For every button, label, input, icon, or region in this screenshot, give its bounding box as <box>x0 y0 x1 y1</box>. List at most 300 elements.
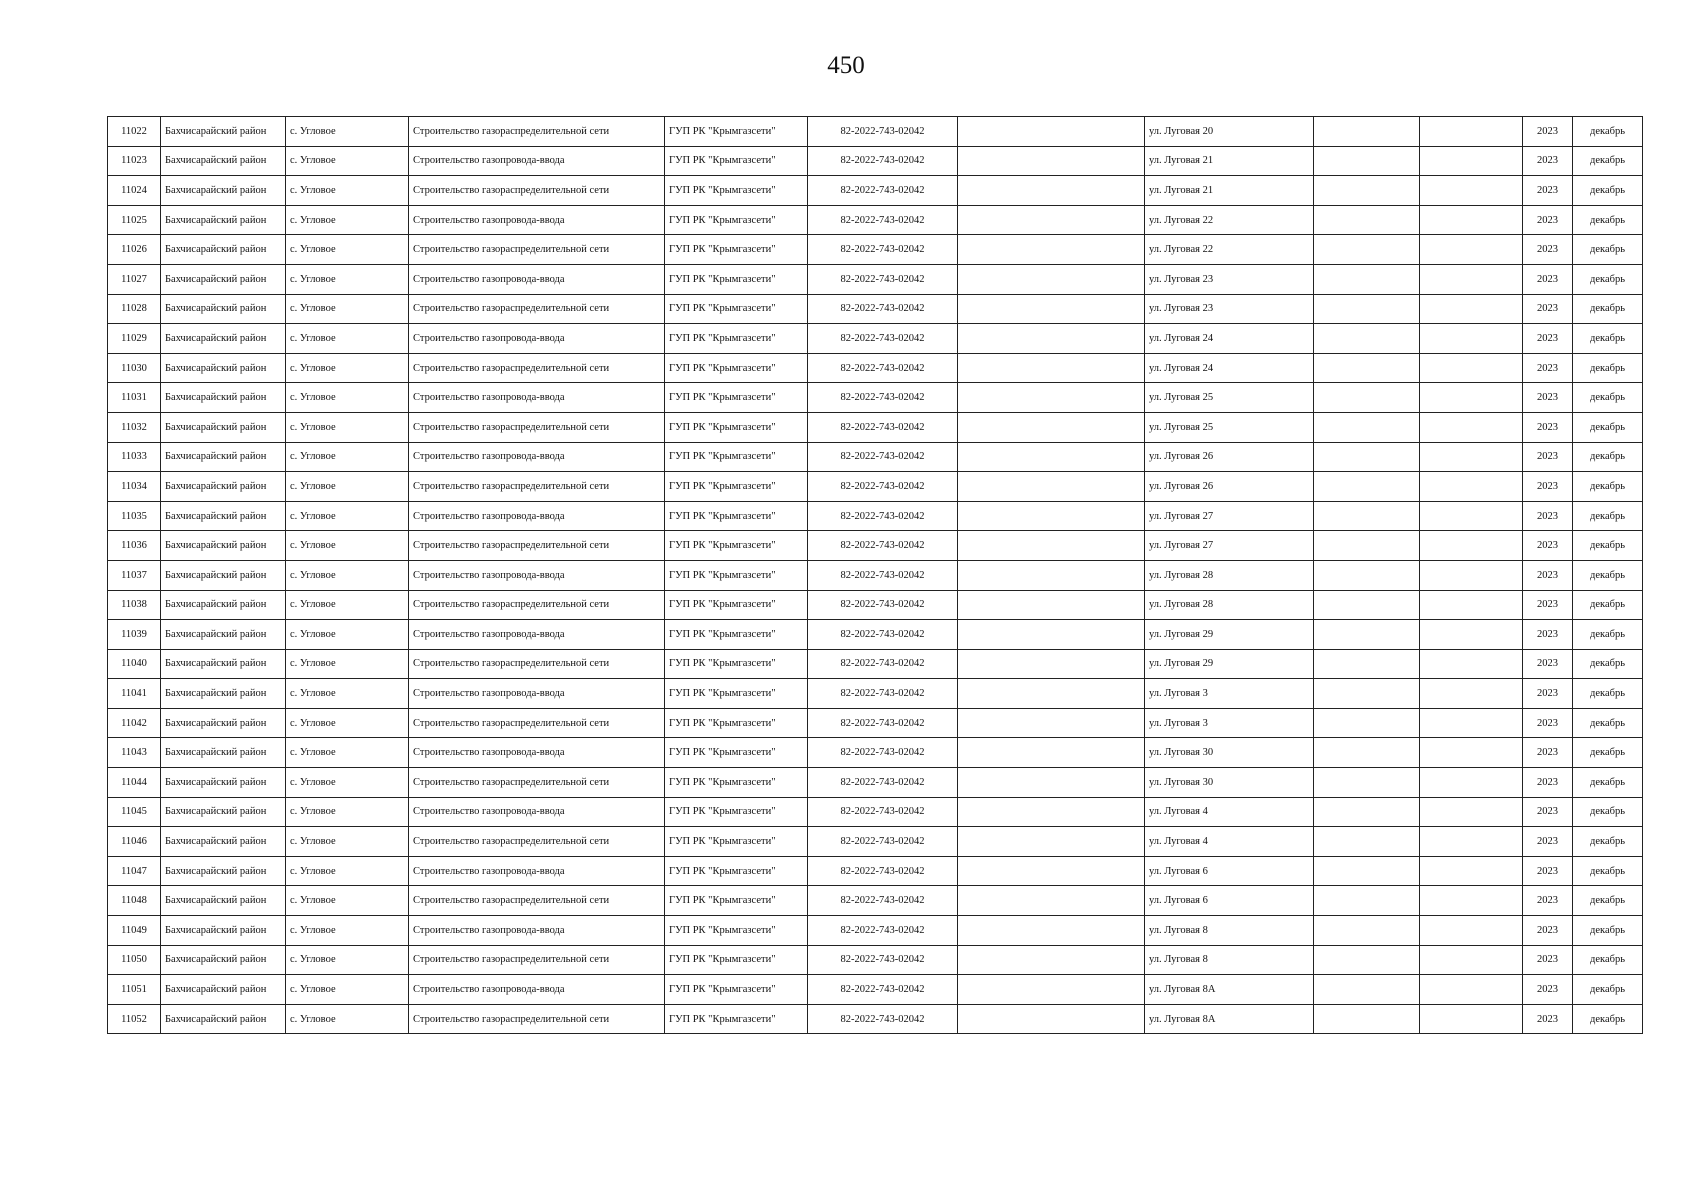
program-code-cell: 82-2022-743-02042 <box>808 117 958 147</box>
district-cell: Бахчисарайский район <box>161 294 286 324</box>
program-code-cell: 82-2022-743-02042 <box>808 945 958 975</box>
address-cell: ул. Луговая 8 <box>1145 945 1314 975</box>
year-cell: 2023 <box>1523 827 1573 857</box>
address-cell: ул. Луговая 24 <box>1145 353 1314 383</box>
empty-cell <box>1314 797 1420 827</box>
empty-cell <box>1420 117 1523 147</box>
empty-cell <box>1420 146 1523 176</box>
organization-cell: ГУП РК "Крымгазсети" <box>665 324 808 354</box>
village-cell: с. Угловое <box>286 738 409 768</box>
year-cell: 2023 <box>1523 738 1573 768</box>
year-cell: 2023 <box>1523 975 1573 1005</box>
empty-cell <box>1420 916 1523 946</box>
organization-cell: ГУП РК "Крымгазсети" <box>665 827 808 857</box>
table-row <box>108 856 1643 886</box>
empty-cell <box>958 590 1145 620</box>
organization-cell: ГУП РК "Крымгазсети" <box>665 353 808 383</box>
month-cell: декабрь <box>1573 176 1643 206</box>
empty-cell <box>1420 324 1523 354</box>
empty-cell <box>1314 383 1420 413</box>
work-type-cell: Строительство газопровода-ввода <box>409 324 665 354</box>
empty-cell <box>1314 916 1420 946</box>
row-number-cell: 11048 <box>108 886 161 916</box>
address-cell: ул. Луговая 23 <box>1145 264 1314 294</box>
address-cell: ул. Луговая 6 <box>1145 886 1314 916</box>
empty-cell <box>1420 827 1523 857</box>
village-cell: с. Угловое <box>286 975 409 1005</box>
work-type-cell: Строительство газопровода-ввода <box>409 383 665 413</box>
empty-cell <box>1420 679 1523 709</box>
program-code-cell: 82-2022-743-02042 <box>808 649 958 679</box>
empty-cell <box>1314 235 1420 265</box>
organization-cell: ГУП РК "Крымгазсети" <box>665 442 808 472</box>
district-cell: Бахчисарайский район <box>161 412 286 442</box>
table-row <box>108 205 1643 235</box>
program-code-cell: 82-2022-743-02042 <box>808 856 958 886</box>
empty-cell <box>958 531 1145 561</box>
address-cell: ул. Луговая 6 <box>1145 856 1314 886</box>
row-number-cell: 11051 <box>108 975 161 1005</box>
row-number-cell: 11045 <box>108 797 161 827</box>
empty-cell <box>1420 560 1523 590</box>
year-cell: 2023 <box>1523 412 1573 442</box>
address-cell: ул. Луговая 24 <box>1145 324 1314 354</box>
empty-cell <box>958 235 1145 265</box>
table-row <box>108 264 1643 294</box>
empty-cell <box>1314 708 1420 738</box>
empty-cell <box>1420 620 1523 650</box>
month-cell: декабрь <box>1573 383 1643 413</box>
village-cell: с. Угловое <box>286 117 409 147</box>
empty-cell <box>958 560 1145 590</box>
address-cell: ул. Луговая 29 <box>1145 649 1314 679</box>
month-cell: декабрь <box>1573 620 1643 650</box>
work-type-cell: Строительство газораспределительной сети <box>409 827 665 857</box>
empty-cell <box>1314 649 1420 679</box>
program-code-cell: 82-2022-743-02042 <box>808 768 958 798</box>
organization-cell: ГУП РК "Крымгазсети" <box>665 117 808 147</box>
address-cell: ул. Луговая 26 <box>1145 472 1314 502</box>
work-type-cell: Строительство газораспределительной сети <box>409 235 665 265</box>
work-type-cell: Строительство газопровода-ввода <box>409 146 665 176</box>
month-cell: декабрь <box>1573 501 1643 531</box>
row-number-cell: 11028 <box>108 294 161 324</box>
organization-cell: ГУП РК "Крымгазсети" <box>665 797 808 827</box>
empty-cell <box>1314 738 1420 768</box>
address-cell: ул. Луговая 23 <box>1145 294 1314 324</box>
empty-cell <box>958 294 1145 324</box>
table-row <box>108 916 1643 946</box>
village-cell: с. Угловое <box>286 945 409 975</box>
table-row <box>108 1004 1643 1034</box>
village-cell: с. Угловое <box>286 146 409 176</box>
empty-cell <box>1420 531 1523 561</box>
table-row <box>108 945 1643 975</box>
organization-cell: ГУП РК "Крымгазсети" <box>665 205 808 235</box>
empty-cell <box>1314 975 1420 1005</box>
district-cell: Бахчисарайский район <box>161 856 286 886</box>
district-cell: Бахчисарайский район <box>161 146 286 176</box>
year-cell: 2023 <box>1523 205 1573 235</box>
address-cell: ул. Луговая 4 <box>1145 797 1314 827</box>
page-number: 450 <box>827 52 865 79</box>
year-cell: 2023 <box>1523 501 1573 531</box>
district-cell: Бахчисарайский район <box>161 442 286 472</box>
village-cell: с. Угловое <box>286 353 409 383</box>
district-cell: Бахчисарайский район <box>161 590 286 620</box>
empty-cell <box>1314 856 1420 886</box>
address-cell: ул. Луговая 8 <box>1145 916 1314 946</box>
village-cell: с. Угловое <box>286 264 409 294</box>
district-cell: Бахчисарайский район <box>161 117 286 147</box>
district-cell: Бахчисарайский район <box>161 353 286 383</box>
district-cell: Бахчисарайский район <box>161 383 286 413</box>
village-cell: с. Угловое <box>286 235 409 265</box>
year-cell: 2023 <box>1523 856 1573 886</box>
address-cell: ул. Луговая 29 <box>1145 620 1314 650</box>
district-cell: Бахчисарайский район <box>161 738 286 768</box>
program-code-cell: 82-2022-743-02042 <box>808 738 958 768</box>
village-cell: с. Угловое <box>286 176 409 206</box>
year-cell: 2023 <box>1523 383 1573 413</box>
row-number-cell: 11025 <box>108 205 161 235</box>
empty-cell <box>1314 324 1420 354</box>
month-cell: декабрь <box>1573 531 1643 561</box>
program-code-cell: 82-2022-743-02042 <box>808 797 958 827</box>
empty-cell <box>958 620 1145 650</box>
work-type-cell: Строительство газопровода-ввода <box>409 797 665 827</box>
village-cell: с. Угловое <box>286 886 409 916</box>
empty-cell <box>1314 176 1420 206</box>
program-code-cell: 82-2022-743-02042 <box>808 294 958 324</box>
empty-cell <box>1314 886 1420 916</box>
row-number-cell: 11034 <box>108 472 161 502</box>
address-cell: ул. Луговая 26 <box>1145 442 1314 472</box>
address-cell: ул. Луговая 22 <box>1145 235 1314 265</box>
empty-cell <box>1420 975 1523 1005</box>
empty-cell <box>1314 620 1420 650</box>
row-number-cell: 11031 <box>108 383 161 413</box>
month-cell: декабрь <box>1573 117 1643 147</box>
table-row <box>108 412 1643 442</box>
village-cell: с. Угловое <box>286 708 409 738</box>
address-cell: ул. Луговая 3 <box>1145 679 1314 709</box>
empty-cell <box>958 146 1145 176</box>
empty-cell <box>1420 797 1523 827</box>
program-code-cell: 82-2022-743-02042 <box>808 353 958 383</box>
work-type-cell: Строительство газопровода-ввода <box>409 560 665 590</box>
year-cell: 2023 <box>1523 708 1573 738</box>
empty-cell <box>1420 205 1523 235</box>
empty-cell <box>1420 590 1523 620</box>
table-row <box>108 827 1643 857</box>
month-cell: декабрь <box>1573 945 1643 975</box>
empty-cell <box>1314 472 1420 502</box>
empty-cell <box>1420 856 1523 886</box>
year-cell: 2023 <box>1523 117 1573 147</box>
district-cell: Бахчисарайский район <box>161 916 286 946</box>
work-type-cell: Строительство газопровода-ввода <box>409 916 665 946</box>
year-cell: 2023 <box>1523 146 1573 176</box>
month-cell: декабрь <box>1573 886 1643 916</box>
district-cell: Бахчисарайский район <box>161 827 286 857</box>
work-type-cell: Строительство газопровода-ввода <box>409 442 665 472</box>
village-cell: с. Угловое <box>286 797 409 827</box>
village-cell: с. Угловое <box>286 679 409 709</box>
table-body <box>108 117 1643 1034</box>
organization-cell: ГУП РК "Крымгазсети" <box>665 264 808 294</box>
month-cell: декабрь <box>1573 264 1643 294</box>
empty-cell <box>1314 205 1420 235</box>
district-cell: Бахчисарайский район <box>161 708 286 738</box>
year-cell: 2023 <box>1523 264 1573 294</box>
village-cell: с. Угловое <box>286 205 409 235</box>
empty-cell <box>958 679 1145 709</box>
address-cell: ул. Луговая 25 <box>1145 412 1314 442</box>
address-cell: ул. Луговая 4 <box>1145 827 1314 857</box>
work-type-cell: Строительство газопровода-ввода <box>409 679 665 709</box>
work-type-cell: Строительство газопровода-ввода <box>409 975 665 1005</box>
organization-cell: ГУП РК "Крымгазсети" <box>665 146 808 176</box>
work-type-cell: Строительство газораспределительной сети <box>409 590 665 620</box>
row-number-cell: 11037 <box>108 560 161 590</box>
table-row <box>108 531 1643 561</box>
empty-cell <box>1420 176 1523 206</box>
village-cell: с. Угловое <box>286 412 409 442</box>
table-row <box>108 117 1643 147</box>
organization-cell: ГУП РК "Крымгазсети" <box>665 501 808 531</box>
year-cell: 2023 <box>1523 620 1573 650</box>
district-cell: Бахчисарайский район <box>161 501 286 531</box>
work-type-cell: Строительство газораспределительной сети <box>409 945 665 975</box>
month-cell: декабрь <box>1573 294 1643 324</box>
row-number-cell: 11035 <box>108 501 161 531</box>
program-code-cell: 82-2022-743-02042 <box>808 176 958 206</box>
organization-cell: ГУП РК "Крымгазсети" <box>665 235 808 265</box>
table-row <box>108 590 1643 620</box>
month-cell: декабрь <box>1573 205 1643 235</box>
district-cell: Бахчисарайский район <box>161 620 286 650</box>
address-cell: ул. Луговая 30 <box>1145 738 1314 768</box>
year-cell: 2023 <box>1523 945 1573 975</box>
village-cell: с. Угловое <box>286 294 409 324</box>
program-code-cell: 82-2022-743-02042 <box>808 383 958 413</box>
work-type-cell: Строительство газораспределительной сети <box>409 472 665 502</box>
address-cell: ул. Луговая 30 <box>1145 768 1314 798</box>
table-row <box>108 294 1643 324</box>
program-code-cell: 82-2022-743-02042 <box>808 679 958 709</box>
organization-cell: ГУП РК "Крымгазсети" <box>665 531 808 561</box>
empty-cell <box>958 975 1145 1005</box>
address-cell: ул. Луговая 28 <box>1145 560 1314 590</box>
empty-cell <box>1420 383 1523 413</box>
month-cell: декабрь <box>1573 324 1643 354</box>
year-cell: 2023 <box>1523 649 1573 679</box>
month-cell: декабрь <box>1573 827 1643 857</box>
empty-cell <box>1420 235 1523 265</box>
address-cell: ул. Луговая 27 <box>1145 531 1314 561</box>
empty-cell <box>1420 945 1523 975</box>
program-code-cell: 82-2022-743-02042 <box>808 472 958 502</box>
address-cell: ул. Луговая 20 <box>1145 117 1314 147</box>
empty-cell <box>958 738 1145 768</box>
year-cell: 2023 <box>1523 560 1573 590</box>
address-cell: ул. Луговая 8А <box>1145 1004 1314 1034</box>
organization-cell: ГУП РК "Крымгазсети" <box>665 472 808 502</box>
address-cell: ул. Луговая 25 <box>1145 383 1314 413</box>
empty-cell <box>1420 708 1523 738</box>
table-row <box>108 146 1643 176</box>
empty-cell <box>1314 827 1420 857</box>
year-cell: 2023 <box>1523 442 1573 472</box>
empty-cell <box>1314 1004 1420 1034</box>
organization-cell: ГУП РК "Крымгазсети" <box>665 1004 808 1034</box>
program-code-cell: 82-2022-743-02042 <box>808 886 958 916</box>
empty-cell <box>1314 590 1420 620</box>
work-type-cell: Строительство газораспределительной сети <box>409 412 665 442</box>
work-type-cell: Строительство газораспределительной сети <box>409 294 665 324</box>
empty-cell <box>1314 501 1420 531</box>
organization-cell: ГУП РК "Крымгазсети" <box>665 886 808 916</box>
table-row <box>108 708 1643 738</box>
address-cell: ул. Луговая 8А <box>1145 975 1314 1005</box>
district-cell: Бахчисарайский район <box>161 531 286 561</box>
row-number-cell: 11023 <box>108 146 161 176</box>
work-type-cell: Строительство газопровода-ввода <box>409 620 665 650</box>
district-cell: Бахчисарайский район <box>161 560 286 590</box>
table-row <box>108 975 1643 1005</box>
village-cell: с. Угловое <box>286 501 409 531</box>
address-cell: ул. Луговая 28 <box>1145 590 1314 620</box>
table-row <box>108 472 1643 502</box>
row-number-cell: 11022 <box>108 117 161 147</box>
month-cell: декабрь <box>1573 738 1643 768</box>
empty-cell <box>958 117 1145 147</box>
empty-cell <box>1314 146 1420 176</box>
address-cell: ул. Луговая 27 <box>1145 501 1314 531</box>
year-cell: 2023 <box>1523 235 1573 265</box>
empty-cell <box>1314 442 1420 472</box>
work-type-cell: Строительство газораспределительной сети <box>409 708 665 738</box>
empty-cell <box>1420 738 1523 768</box>
row-number-cell: 11024 <box>108 176 161 206</box>
work-type-cell: Строительство газопровода-ввода <box>409 856 665 886</box>
year-cell: 2023 <box>1523 353 1573 383</box>
month-cell: декабрь <box>1573 708 1643 738</box>
empty-cell <box>958 324 1145 354</box>
organization-cell: ГУП РК "Крымгазсети" <box>665 294 808 324</box>
address-cell: ул. Луговая 21 <box>1145 176 1314 206</box>
table-row <box>108 383 1643 413</box>
row-number-cell: 11042 <box>108 708 161 738</box>
row-number-cell: 11044 <box>108 768 161 798</box>
program-code-cell: 82-2022-743-02042 <box>808 590 958 620</box>
empty-cell <box>1420 886 1523 916</box>
address-cell: ул. Луговая 22 <box>1145 205 1314 235</box>
empty-cell <box>1314 945 1420 975</box>
organization-cell: ГУП РК "Крымгазсети" <box>665 412 808 442</box>
empty-cell <box>958 264 1145 294</box>
village-cell: с. Угловое <box>286 768 409 798</box>
month-cell: декабрь <box>1573 412 1643 442</box>
year-cell: 2023 <box>1523 768 1573 798</box>
row-number-cell: 11040 <box>108 649 161 679</box>
work-type-cell: Строительство газораспределительной сети <box>409 531 665 561</box>
row-number-cell: 11047 <box>108 856 161 886</box>
organization-cell: ГУП РК "Крымгазсети" <box>665 945 808 975</box>
village-cell: с. Угловое <box>286 324 409 354</box>
district-cell: Бахчисарайский район <box>161 945 286 975</box>
district-cell: Бахчисарайский район <box>161 768 286 798</box>
district-cell: Бахчисарайский район <box>161 235 286 265</box>
program-code-cell: 82-2022-743-02042 <box>808 916 958 946</box>
month-cell: декабрь <box>1573 856 1643 886</box>
district-cell: Бахчисарайский район <box>161 797 286 827</box>
empty-cell <box>1314 117 1420 147</box>
row-number-cell: 11027 <box>108 264 161 294</box>
empty-cell <box>958 649 1145 679</box>
registry-table <box>107 116 1643 1034</box>
row-number-cell: 11043 <box>108 738 161 768</box>
village-cell: с. Угловое <box>286 856 409 886</box>
empty-cell <box>1314 679 1420 709</box>
row-number-cell: 11026 <box>108 235 161 265</box>
empty-cell <box>1314 768 1420 798</box>
organization-cell: ГУП РК "Крымгазсети" <box>665 916 808 946</box>
empty-cell <box>958 708 1145 738</box>
district-cell: Бахчисарайский район <box>161 472 286 502</box>
year-cell: 2023 <box>1523 797 1573 827</box>
work-type-cell: Строительство газопровода-ввода <box>409 264 665 294</box>
empty-cell <box>958 442 1145 472</box>
row-number-cell: 11049 <box>108 916 161 946</box>
table-row <box>108 886 1643 916</box>
month-cell: декабрь <box>1573 442 1643 472</box>
month-cell: декабрь <box>1573 975 1643 1005</box>
table-row <box>108 679 1643 709</box>
program-code-cell: 82-2022-743-02042 <box>808 531 958 561</box>
table-row <box>108 738 1643 768</box>
district-cell: Бахчисарайский район <box>161 975 286 1005</box>
district-cell: Бахчисарайский район <box>161 886 286 916</box>
work-type-cell: Строительство газораспределительной сети <box>409 649 665 679</box>
row-number-cell: 11039 <box>108 620 161 650</box>
village-cell: с. Угловое <box>286 590 409 620</box>
empty-cell <box>1420 501 1523 531</box>
empty-cell <box>958 856 1145 886</box>
work-type-cell: Строительство газопровода-ввода <box>409 205 665 235</box>
district-cell: Бахчисарайский район <box>161 679 286 709</box>
row-number-cell: 11036 <box>108 531 161 561</box>
row-number-cell: 11050 <box>108 945 161 975</box>
empty-cell <box>1314 264 1420 294</box>
empty-cell <box>1314 294 1420 324</box>
village-cell: с. Угловое <box>286 531 409 561</box>
year-cell: 2023 <box>1523 886 1573 916</box>
year-cell: 2023 <box>1523 916 1573 946</box>
organization-cell: ГУП РК "Крымгазсети" <box>665 176 808 206</box>
village-cell: с. Угловое <box>286 916 409 946</box>
empty-cell <box>958 1004 1145 1034</box>
row-number-cell: 11041 <box>108 679 161 709</box>
village-cell: с. Угловое <box>286 383 409 413</box>
program-code-cell: 82-2022-743-02042 <box>808 264 958 294</box>
work-type-cell: Строительство газопровода-ввода <box>409 738 665 768</box>
table-row <box>108 235 1643 265</box>
program-code-cell: 82-2022-743-02042 <box>808 205 958 235</box>
village-cell: с. Угловое <box>286 472 409 502</box>
work-type-cell: Строительство газопровода-ввода <box>409 501 665 531</box>
